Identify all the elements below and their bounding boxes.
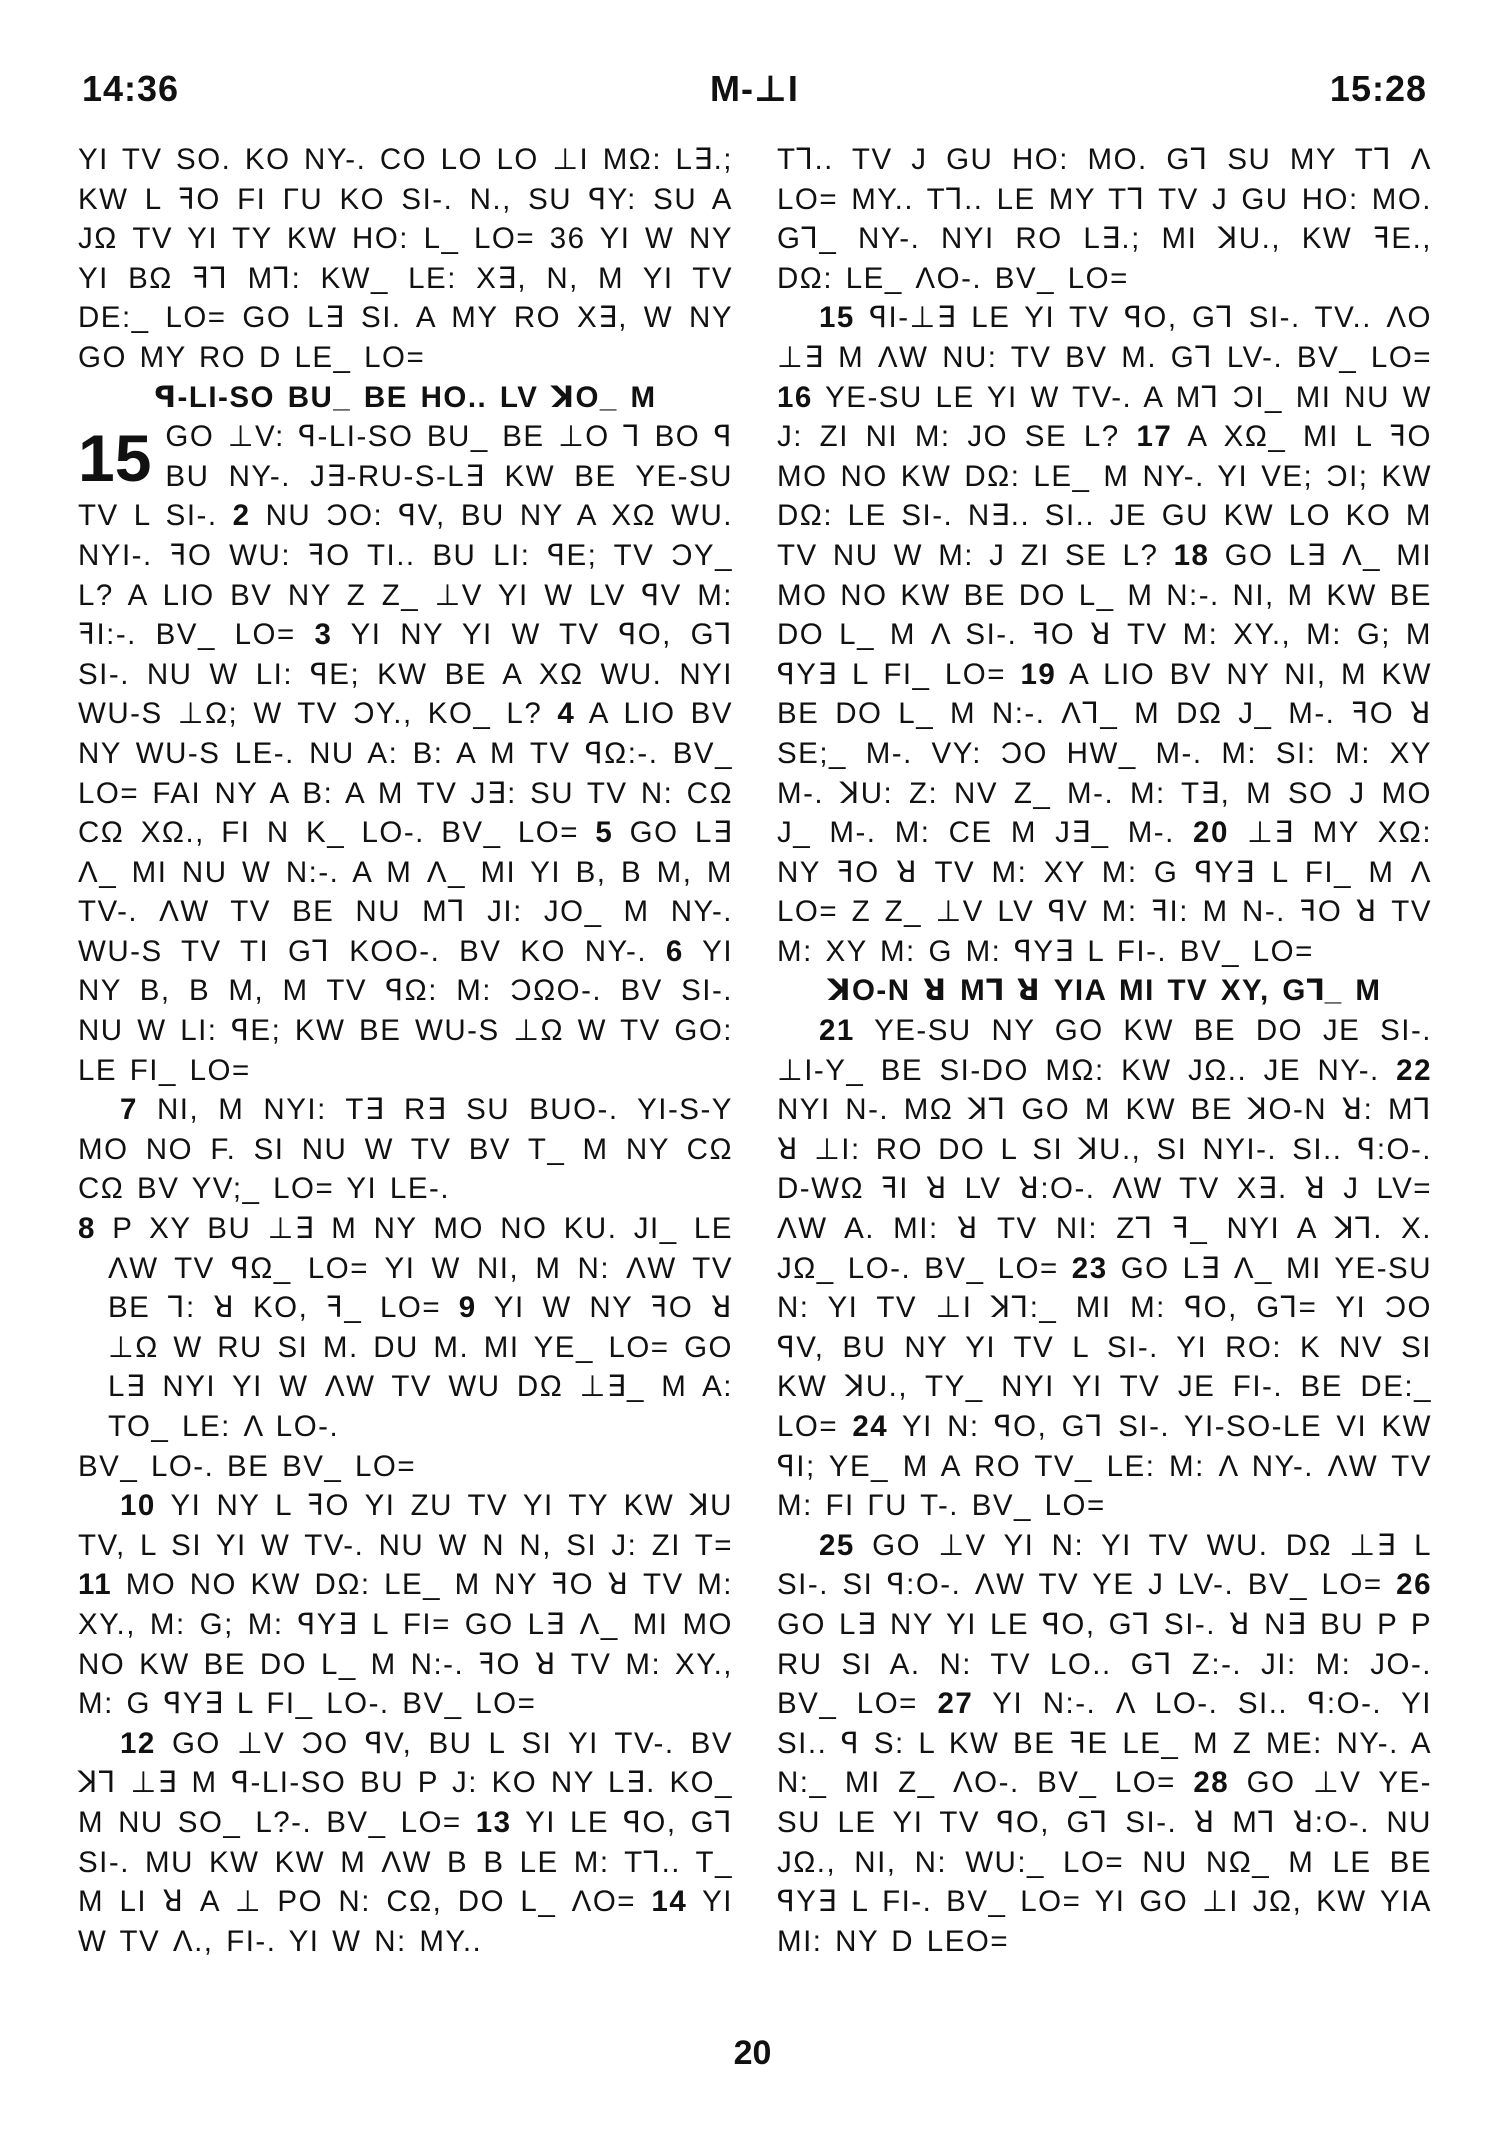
verse-text: NYI N-. MΩ ꓘ⅂ GO M KW BE ꓘO-N ꓤ: M⅂ ꓤ ⊥I: RO DO L SI ꓘU., SI NYI-. SI.. ꟼ:O-. D-WΩ ꟻI ꓤ LV ꓤ:O-. ΛW TV X∃. ꓤ J LV= ΛW A. MI: ꓤ TV NI: Z⅂ ꟻ_ NYI A ꓘ⅂. X. JΩ_ LO-. BV_ LO=: [777, 1093, 1432, 1285]
verse-text: YI N: ꟼO, G⅂ SI-. YI-SO-LE VI KW ꟼI; YE_ M A RO TV_ LE: M: Λ NY-. ΛW TV M: FI ΓU T-. BV_ LO=: [777, 1410, 1432, 1523]
verse-text: GO ⊥V YI N: YI TV WU. DΩ ⊥∃ L SI-. SI ꟼ:O-. ΛW TV YE J LV-. BV_ LO=: [777, 1528, 1432, 1602]
paragraph: [777, 298, 1432, 971]
verse-number: 17: [1136, 420, 1173, 454]
chapter-start: [78, 417, 733, 1090]
verse-text: YI N:-. Λ LO-. SI.. ꟼ:O-. YI SI.. ꟼ S: L KW BE ꟻE LE_ M Z ME: NY-. A N:_ MI Z_ ΛO-. BV_ LO=: [777, 1687, 1432, 1800]
verse-number: 13: [475, 1805, 512, 1839]
verse-text: P XY BU ⊥∃ M NY MO NO KU. JI_ LE ΛW TV ꟼΩ_ LO= YI W NI, M N: ΛW TV BE ⅂: ꓤ KO, ꟻ_ LO=: [108, 1212, 733, 1325]
paragraph: T⅂.. TV J GU HO: MO. G⅂ SU MY T⅂ Λ LO= MY.. T⅂.. LE MY T⅂ TV J GU HO: MO. G⅂_ NY-. NYI RO L∃.; MI ꓘU., KW ꟻE., DΩ: LE_ ΛO-. BV_ LO=: [777, 143, 1432, 295]
verse-text: GO ⊥V: ꟼ-LI-SO BU_ BE ⊥O ⅂ BO ꟼ BU NY-. J∃-RU-S-L∃ KW BE YE-SU TV L SI-.: [78, 420, 733, 533]
verse-number: 19: [1020, 657, 1057, 691]
verse-text: A LIO BV NY WU-S LE-. NU A: B: A M TV ꟼΩ:-. BV_ LO= FAI NY A B: A M TV J∃: SU TV N: CΩ CΩ XΩ., FI N K_ LO-. BV_ LO=: [78, 697, 733, 850]
verse-number: 21: [819, 1014, 855, 1048]
verse-text: NU ƆO: ꟼV, BU NY A XΩ WU. NYI-. ꟻO WU: ꟻO TI.. BU LI: ꟼE; TV ƆY_ L? A LIO BV NY Z Z_ ⊥V YI W LV ꟼV M: ꟻI:-. BV_ LO=: [78, 499, 733, 652]
verse-number: 15: [819, 301, 855, 335]
verse-number: 27: [937, 1687, 974, 1721]
verse-text: GO L∃ Λ_ MI NU W N:-. A M Λ_ MI YI B, B M, M TV-. ΛW TV BE NU M⅂ JI: JO_ M NY-. WU-S TV TI G⅂ KOO-. BV KO NY-.: [78, 816, 733, 968]
verse-text: MO NO KW DΩ: LE_ M NY ꟻO ꓤ TV M: XY., M: G; M: ꟼY∃ L FI= GO L∃ Λ_ MI MO NO KW BE DO L_ M N:-. ꟻO ꓤ TV M: XY., M: G ꟼY∃ L FI_ LO-. BV_ LO=: [78, 1568, 733, 1721]
verse-text: GO ⊥V ƆO ꟼV, BU L SI YI TV-. BV ꓘ⅂ ⊥∃ M ꟼ-LI-SO BU P J: KO NY L∃. KO_ M NU SO_ L?-. BV_ LO=: [78, 1726, 733, 1839]
header-book-title: M-⊥I: [710, 68, 799, 109]
verse-number: 24: [852, 1410, 889, 1443]
section-heading: ꟼ-LI-SO BU_ BE HO.. LV ꓘO_ M: [154, 380, 657, 414]
verse-text: GO L∃ NY YI LE ꟼO, G⅂ SI-. ꓤ N∃ BU P P RU SI A. N: TV LO.. G⅂ Z:-. JI: M: JO-. BV_ LO=: [777, 1607, 1432, 1721]
paragraph: BV_ LO-. BE BV_ LO=: [78, 1449, 417, 1483]
verse-text: ⊥∃ MY XΩ: NY ꟻO ꓤ TV M: XY M: G ꟼY∃ L FI_ M Λ LO= Z Z_ ⊥V LV ꟼV M: ꟻI: M N-. ꟻO ꓤ TV M: XY M: G M: ꟼY∃ L FI-. BV_ LO=: [777, 816, 1433, 968]
paragraph: [78, 1486, 733, 1724]
verse-number: 9: [458, 1291, 477, 1325]
verse-number: 11: [78, 1568, 113, 1602]
verse-text: YI NY YI W TV ꟼO, G⅂ SI-. NU W LI: ꟼE; KW BE A XΩ WU. NYI WU-S ⊥Ω; W TV ƆY., KO_ L?: [78, 618, 733, 731]
section-heading: ꓘO-N ꓤ M⅂ ꓤ YIA MI TV XY, G⅂_ M: [827, 974, 1382, 1008]
verse-text: ꟼI-⊥∃ LE YI TV ꟼO, G⅂ SI-. TV.. ΛO ⊥∃ M ΛW NU: TV BV M. G⅂ LV-. BV_ LO=: [777, 301, 1432, 374]
verse-number: 23: [1071, 1251, 1108, 1285]
paragraph: [78, 1724, 733, 1962]
verse-number: 14: [651, 1885, 688, 1919]
left-column: [78, 140, 733, 1961]
verse-number: 4: [557, 697, 576, 731]
verse-number: 8: [78, 1212, 96, 1246]
page-number: 20: [733, 2034, 772, 2072]
verse-number: 6: [665, 934, 684, 968]
verse-number: 26: [1396, 1568, 1432, 1602]
verse-number: 18: [1173, 538, 1210, 572]
paragraph: [78, 1090, 733, 1209]
verse-text: YI W TV Λ., FI-. YI W N: MY..: [78, 1885, 733, 1958]
verse-number: 7: [120, 1093, 138, 1127]
verse-text: YI NY L ꟻO YI ZU TV YI TY KW ꓘU TV, L SI YI W TV-. NU W N N, SI J: ZI T=: [78, 1489, 733, 1562]
verse-text: YE-SU LE YI W TV-. A M⅂ ƆI_ MI NU W J: ZI NI M: JO SE L?: [777, 380, 1432, 454]
verse-text: YI W NY ꟻO ꓤ ⊥Ω W RU SI M. DU M. MI YE_ LO= GO L∃ NYI YI W ΛW TV WU DΩ ⊥∃_ M A: TO_ LE: Λ LO-.: [108, 1291, 734, 1443]
verse-text: GO ⊥V YE-SU LE YI TV ꟼO, G⅂ SI-. ꓤ M⅂ ꓤ:O-. NU JΩ., NI, N: WU:_ LO= NU NΩ_ M LE BE ꟼY∃ L FI-. BV_ LO= YI GO ⊥I JΩ, KW YIA MI: NY D LEO=: [777, 1766, 1432, 1958]
verse-text: A XΩ_ MI L ꟻO MO NO KW DΩ: LE_ M NY-. YI VE; ƆI; KW DΩ: LE SI-. N∃.. SI.. JE GU KW LO KO M TV NU W M: J ZI SE L?: [777, 420, 1432, 572]
verse-number: 22: [1396, 1053, 1432, 1087]
right-column: [777, 140, 1432, 1961]
page-header: [82, 68, 1427, 118]
verse-text: A LIO BV NY NI, M KW BE DO L_ M N:-. Λ⅂_ M DΩ J_ M-. ꟻO ꓤ SE;_ M-. VY: ƆO HW_ M-. M: SI: M: XY M-. ꓘU: Z: NV Z_ M-. M: T∃, M SO J MO J_ M-. M: CE M J∃_ M-.: [777, 657, 1432, 850]
verse-number: 3: [314, 618, 333, 652]
verse-number: 16: [777, 380, 813, 414]
paragraph: [777, 1011, 1432, 1526]
verse-number: 28: [1193, 1766, 1230, 1800]
verse-text: YI NY B, B M, M TV ꟼΩ: M: ƆΩO-. BV SI-. NU W LI: ꟼE; KW BE WU-S ⊥Ω W TV GO: LE FI_ LO=: [78, 934, 733, 1087]
verse-text: YE-SU NY GO KW BE DO JE SI-. ⊥I-Y_ BE SI-DO MΩ: KW JΩ.. JE NY-.: [777, 1014, 1432, 1087]
verse-number: 12: [120, 1726, 156, 1760]
verse-number: 5: [595, 816, 614, 850]
paragraph: [777, 1526, 1432, 1962]
verse-text: YI LE ꟼO, G⅂ SI-. MU KW KW M ΛW B B LE M: T⅂.. T_ M LI ꓤ A ⊥ PO N: CΩ, DO L_ ΛO=: [78, 1805, 734, 1919]
paragraph: [78, 1209, 733, 1447]
verse-number: 10: [120, 1489, 156, 1523]
verse-number: 20: [1193, 816, 1229, 850]
verse-text: GO L∃ Λ_ MI YE-SU N: YI TV ⊥I ꓘ⅂:_ MI M: ꟼO, G⅂= YI ƆO ꟼV, BU NY YI TV L SI-. YI RO: K NV SI KW ꓘU., TY_ NYI YI TV JE FI-. BE DE:_ LO=: [777, 1251, 1432, 1443]
header-right-reference: 15:28: [1329, 68, 1427, 109]
verse-text: NI, M NYI: T∃ R∃ SU BUO-. YI-S-Y MO NO F. SI NU W TV BV T_ M NY CΩ CΩ BV YV;_ LO= YI LE-.: [78, 1093, 733, 1206]
verse-number: 25: [819, 1528, 855, 1562]
chapter-number: 15: [78, 421, 152, 496]
header-left-reference: 14:36: [82, 68, 180, 109]
paragraph: YI TV SO. KO NY-. CO LO LO ⊥I MΩ: L∃.; KW L ꟻO FI ΓU KO SI-. N., SU ꟼY: SU A JΩ TV YI TY KW HO: L_ LO= 36 YI W NY YI BΩ ꟻ⅂ M⅂: KW_ LE: X∃, N, M YI TV DE:_ LO= GO L∃ SI. A MY RO X∃, W NY GO MY RO D LE_ LO=: [78, 143, 733, 374]
verse-text: GO L∃ Λ_ MI MO NO KW BE DO L_ M N:-. NI, M KW BE DO L_ M Λ SI-. ꟻO ꓤ TV M: XY., M: G; M ꟼY∃ L FI_ LO=: [777, 538, 1433, 691]
verse-number: 2: [232, 499, 251, 533]
